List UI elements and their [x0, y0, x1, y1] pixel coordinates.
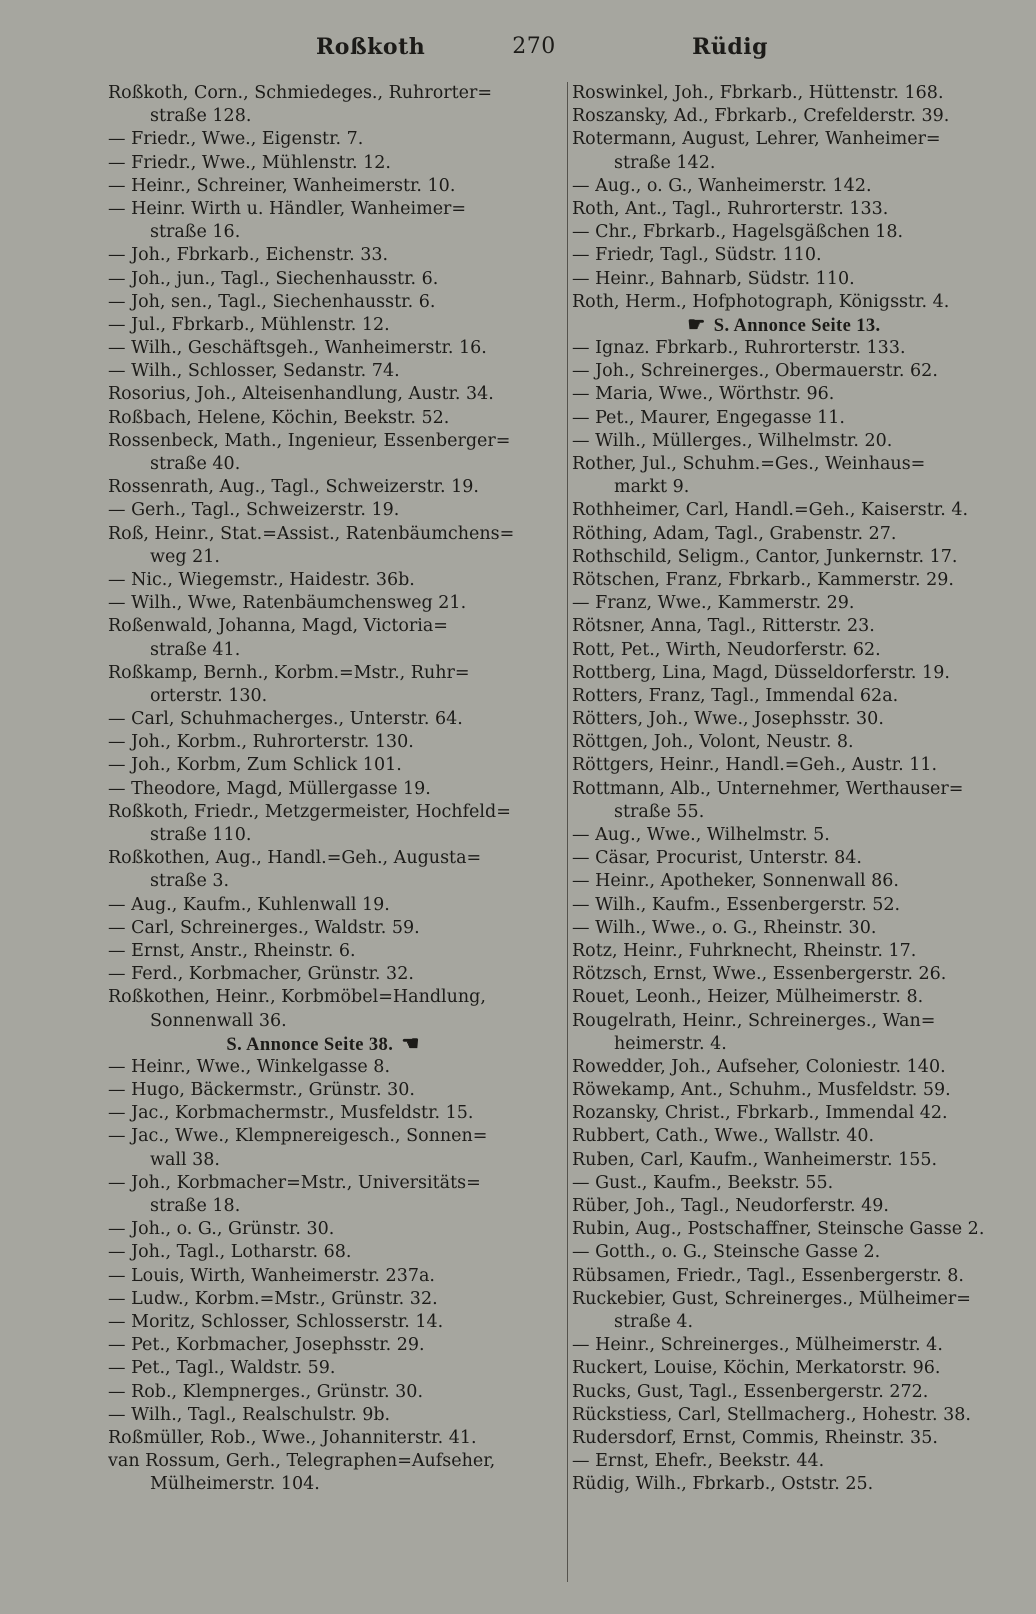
entry-text: Roszansky, Ad., Fbrkarb., Crefelderstr. 39. — [572, 106, 950, 127]
directory-entry — [572, 917, 996, 940]
directory-entry — [108, 1241, 538, 1264]
directory-entry — [108, 754, 538, 777]
entry-text: — Friedr., Wwe., Mühlenstr. 12. — [108, 152, 391, 173]
directory-entry — [108, 1404, 538, 1427]
entry-text: — Heinr., Bahnarb, Südstr. 110. — [572, 268, 855, 289]
directory-entry — [572, 778, 996, 801]
entry-text: Rotz, Heinr., Fuhrknecht, Rheinstr. 17. — [572, 940, 917, 961]
entry-text: Roth, Herm., Hofphotograph, Königsstr. 4. — [572, 291, 950, 312]
directory-entry — [572, 708, 996, 731]
entry-text: — Pet., Korbmacher, Josephsstr. 29. — [108, 1335, 425, 1356]
directory-entry — [108, 1381, 538, 1404]
entry-text: straße 18. — [150, 1196, 241, 1216]
annonce-reference — [108, 1033, 538, 1056]
directory-entry — [108, 708, 538, 731]
directory-entry — [572, 476, 996, 499]
directory-entry — [108, 523, 538, 546]
directory-entry — [572, 337, 996, 360]
directory-entry — [572, 152, 996, 175]
directory-entry — [572, 1450, 996, 1473]
entry-text: Rothschild, Seligm., Cantor, Junkernstr. 17. — [572, 546, 958, 567]
directory-entry — [108, 963, 538, 986]
directory-entry — [572, 1288, 996, 1311]
entry-text: Rozansky, Christ., Fbrkarb., Immendal 42. — [572, 1103, 948, 1124]
entry-text: — Joh., Fbrkarb., Eichenstr. 33. — [108, 245, 389, 266]
directory-entry — [108, 430, 538, 453]
entry-text: — Aug., o. G., Wanheimerstr. 142. — [572, 175, 872, 196]
entry-text: — Aug., Wwe., Wilhelmstr. 5. — [572, 825, 830, 845]
directory-entry — [572, 754, 996, 777]
directory-entry — [108, 1218, 538, 1241]
entry-text: — Chr., Fbrkarb., Hagelsgäßchen 18. — [572, 222, 904, 243]
entry-text: Rowedder, Joh., Aufseher, Coloniestr. 140. — [572, 1056, 946, 1077]
left-column — [108, 82, 538, 1496]
directory-entry — [572, 615, 996, 638]
entry-text: Rossenrath, Aug., Tagl., Schweizerstr. 19. — [108, 477, 479, 498]
entry-text: straße 4. — [614, 1311, 694, 1332]
entry-text: — Ludw., Korbm.=Mstr., Grünstr. 32. — [108, 1288, 438, 1309]
directory-entry — [572, 1404, 996, 1427]
entry-text: wall 38. — [150, 1149, 220, 1170]
directory-entry — [572, 499, 996, 522]
entry-text: Roßkothen, Aug., Handl.=Geh., Augusta= — [108, 848, 482, 869]
directory-entry — [108, 615, 538, 638]
directory-entry — [108, 268, 538, 291]
directory-entry — [572, 592, 996, 615]
directory-entry — [108, 917, 538, 940]
directory-entry — [108, 778, 538, 801]
entry-text: Ruckebier, Gust, Schreinerges., Mülheimer= — [572, 1288, 971, 1309]
directory-entry — [572, 1473, 996, 1496]
header-left-keyword: Roßkoth — [316, 34, 426, 60]
entry-text: — Joh, sen., Tagl., Siechenhausstr. 6. — [108, 291, 436, 312]
entry-text: — Wilh., Tagl., Realschulstr. 9b. — [108, 1404, 391, 1425]
directory-entry — [572, 1241, 996, 1264]
directory-entry — [108, 291, 538, 314]
directory-entry — [108, 407, 538, 430]
directory-entry — [108, 801, 538, 824]
entry-text: Rotters, Franz, Tagl., Immendal 62a. — [572, 685, 899, 706]
directory-entry — [572, 731, 996, 754]
entry-text: Rouet, Leonh., Heizer, Mülheimerstr. 8. — [572, 987, 924, 1008]
entry-text: Rübsamen, Friedr., Tagl., Essenbergerstr. 8. — [572, 1265, 964, 1286]
entry-text: straße 40. — [150, 454, 241, 474]
directory-entry — [108, 1288, 538, 1311]
entry-text: — Joh., Schreinerges., Obermauerstr. 62. — [572, 361, 938, 382]
directory-entry — [108, 1473, 538, 1496]
directory-entry — [572, 105, 996, 128]
directory-entry — [572, 1149, 996, 1172]
entry-text: Rüber, Joh., Tagl., Neudorferstr. 49. — [572, 1196, 889, 1216]
directory-entry — [572, 662, 996, 685]
directory-entry — [108, 244, 538, 267]
directory-entry — [572, 523, 996, 546]
directory-entry — [108, 1195, 538, 1218]
entry-text: — Pet., Tagl., Waldstr. 59. — [108, 1358, 336, 1379]
directory-entry — [572, 1218, 996, 1241]
directory-entry — [108, 175, 538, 198]
entry-text: — Joh., Korbmacher=Mstr., Universitäts= — [108, 1172, 481, 1193]
directory-entry — [572, 801, 996, 824]
entry-text: — Wilh., Wwe, Ratenbäumchensweg 21. — [108, 593, 467, 614]
entry-text: orterstr. 130. — [150, 685, 268, 706]
entry-text: Röttgers, Heinr., Handl.=Geh., Austr. 11. — [572, 755, 938, 776]
entry-text: Röthing, Adam, Tagl., Grabenstr. 27. — [572, 523, 897, 544]
directory-entry — [108, 639, 538, 662]
directory-entry — [108, 360, 538, 383]
directory-entry — [108, 731, 538, 754]
directory-entry — [572, 1311, 996, 1334]
directory-entry — [572, 870, 996, 893]
entry-text: straße 55. — [614, 801, 705, 822]
entry-text: weg 21. — [150, 546, 220, 567]
entry-text: — Heinr., Apotheker, Sonnenwall 86. — [572, 871, 899, 892]
entry-text: Rottmann, Alb., Unternehmer, Werthauser= — [572, 778, 964, 799]
directory-entry — [108, 1311, 538, 1334]
directory-entry — [108, 870, 538, 893]
entry-text: Roßkoth, Corn., Schmiedeges., Ruhrorter= — [108, 83, 493, 103]
entry-text: Roßkamp, Bernh., Korbm.=Mstr., Ruhr= — [108, 662, 470, 683]
entry-text: Rossenbeck, Math., Ingenieur, Essenberger= — [108, 430, 511, 451]
directory-entry — [572, 1381, 996, 1404]
directory-entry — [572, 1102, 996, 1125]
entry-text: Roswinkel, Joh., Fbrkarb., Hüttenstr. 168. — [572, 83, 944, 103]
entry-text: Rosorius, Joh., Alteisenhandlung, Austr. 34. — [108, 384, 494, 405]
directory-entry — [572, 128, 996, 151]
entry-text: — Wilh., Kaufm., Essenbergerstr. 52. — [572, 894, 901, 915]
directory-entry — [572, 175, 996, 198]
entry-text: Roßbach, Helene, Köchin, Beekstr. 52. — [108, 407, 450, 428]
entry-text: — Heinr., Schreinerges., Mülheimerstr. 4. — [572, 1335, 943, 1356]
entry-text: — Cäsar, Procurist, Unterstr. 84. — [572, 848, 862, 869]
directory-entry — [572, 198, 996, 221]
directory-entry — [108, 1357, 538, 1380]
directory-entry — [108, 383, 538, 406]
directory-entry — [108, 894, 538, 917]
directory-entry — [572, 940, 996, 963]
entry-text: — Wilh., Geschäftsgeh., Wanheimerstr. 16. — [108, 338, 487, 359]
entry-text: S. Annonce Seite 13. — [713, 315, 881, 336]
directory-entry — [572, 1056, 996, 1079]
entry-text: — Gotth., o. G., Steinsche Gasse 2. — [572, 1242, 881, 1263]
directory-entry — [108, 1334, 538, 1357]
directory-entry — [108, 1079, 538, 1102]
directory-entry — [108, 152, 538, 175]
entry-text: — Friedr, Tagl., Südstr. 110. — [572, 245, 822, 266]
entry-text: — Jac., Wwe., Klempnereigesch., Sonnen= — [108, 1126, 488, 1147]
directory-entry — [572, 407, 996, 430]
directory-entry — [572, 1265, 996, 1288]
pointing-hand-icon: ☛ — [401, 1032, 420, 1055]
entry-text: Röttgen, Joh., Volont, Neustr. 8. — [572, 732, 854, 753]
entry-text: Rucks, Gust, Tagl., Essenbergerstr. 272. — [572, 1381, 929, 1402]
page-header — [0, 34, 1036, 70]
directory-entry — [108, 499, 538, 522]
directory-entry — [108, 1450, 538, 1473]
directory-entry — [572, 824, 996, 847]
directory-entry — [572, 1334, 996, 1357]
column-divider — [567, 82, 568, 1582]
entry-text: Rougelrath, Heinr., Schreinerges., Wan= — [572, 1010, 936, 1031]
directory-entry — [572, 221, 996, 244]
entry-text: Ruckert, Louise, Köchin, Merkatorstr. 96. — [572, 1358, 941, 1379]
directory-entry — [108, 1172, 538, 1195]
entry-text: Sonnenwall 36. — [150, 1010, 287, 1031]
entry-text: — Heinr., Wwe., Winkelgasse 8. — [108, 1056, 391, 1077]
directory-entry — [572, 360, 996, 383]
entry-text: — Gust., Kaufm., Beekstr. 55. — [572, 1172, 834, 1193]
directory-entry — [108, 592, 538, 615]
directory-entry — [108, 662, 538, 685]
entry-text: Rötschen, Franz, Fbrkarb., Kammerstr. 29. — [572, 569, 954, 590]
entry-text: Rothheimer, Carl, Handl.=Geh., Kaiserstr. 4. — [572, 500, 969, 521]
directory-entry — [108, 824, 538, 847]
entry-text: Röwekamp, Ant., Schuhm., Musfeldstr. 59. — [572, 1080, 951, 1101]
directory-entry — [108, 198, 538, 221]
entry-text: — Franz, Wwe., Kammerstr. 29. — [572, 593, 855, 614]
entry-text: straße 3. — [150, 871, 230, 892]
entry-text: — Ernst, Anstr., Rheinstr. 6. — [108, 940, 356, 961]
entry-text: — Aug., Kaufm., Kuhlenwall 19. — [108, 894, 390, 915]
entry-text: Rother, Jul., Schuhm.=Ges., Weinhaus= — [572, 454, 926, 474]
entry-text: — Rob., Klempnerges., Grünstr. 30. — [108, 1381, 424, 1402]
entry-text: — Joh., jun., Tagl., Siechenhausstr. 6. — [108, 268, 439, 289]
entry-text: Ruben, Carl, Kaufm., Wanheimerstr. 155. — [572, 1149, 938, 1170]
directory-entry — [572, 1195, 996, 1218]
entry-text: — Wilh., Müllerges., Wilhelmstr. 20. — [572, 430, 893, 451]
entry-text: Rudersdorf, Ernst, Commis, Rheinstr. 35. — [572, 1427, 938, 1448]
entry-text: Roßenwald, Johanna, Magd, Victoria= — [108, 616, 448, 637]
entry-text: Rott, Pet., Wirth, Neudorferstr. 62. — [572, 639, 881, 660]
entry-text: Rötsner, Anna, Tagl., Ritterstr. 23. — [572, 616, 875, 637]
directory-entry — [572, 963, 996, 986]
entry-text: Roß, Heinr., Stat.=Assist., Ratenbäumchens= — [108, 523, 515, 544]
directory-entry — [108, 221, 538, 244]
directory-entry — [108, 1056, 538, 1079]
directory-entry — [108, 82, 538, 105]
entry-text: markt 9. — [614, 477, 690, 498]
entry-text: Roßkoth, Friedr., Metzgermeister, Hochfeld= — [108, 801, 511, 822]
right-column — [572, 82, 996, 1496]
entry-text: — Joh., Tagl., Lotharstr. 68. — [108, 1242, 352, 1263]
directory-entry — [108, 1125, 538, 1148]
entry-text: straße 142. — [614, 152, 716, 173]
directory-entry — [572, 1033, 996, 1056]
annonce-reference — [572, 314, 996, 337]
directory-entry — [572, 639, 996, 662]
entry-text: straße 16. — [150, 222, 241, 243]
entry-text: — Hugo, Bäckermstr., Grünstr. 30. — [108, 1080, 415, 1101]
entry-text: Rubbert, Cath., Wwe., Wallstr. 40. — [572, 1126, 875, 1147]
entry-text: straße 128. — [150, 106, 252, 127]
entry-text: — Joh., Korbm., Ruhrorterstr. 130. — [108, 732, 414, 753]
entry-text: — Louis, Wirth, Wanheimerstr. 237a. — [108, 1265, 435, 1286]
entry-text: — Heinr. Wirth u. Händler, Wanheimer= — [108, 198, 467, 219]
entry-text: — Maria, Wwe., Wörthstr. 96. — [572, 384, 835, 405]
entry-text: Rubin, Aug., Postschaffner, Steinsche Gasse 2. — [572, 1219, 985, 1240]
entry-text: — Jac., Korbmachermstr., Musfeldstr. 15. — [108, 1103, 474, 1124]
directory-entry — [108, 1102, 538, 1125]
entry-text: straße 110. — [150, 825, 252, 845]
directory-entry — [108, 569, 538, 592]
entry-text: Rötzsch, Ernst, Wwe., Essenbergerstr. 26. — [572, 964, 947, 985]
directory-entry — [572, 430, 996, 453]
directory-entry — [572, 894, 996, 917]
entry-text: — Jul., Fbrkarb., Mühlenstr. 12. — [108, 314, 390, 335]
directory-entry — [572, 268, 996, 291]
directory-entry — [108, 105, 538, 128]
directory-entry — [108, 986, 538, 1009]
directory-entry — [572, 1010, 996, 1033]
entry-text: Roßmüller, Rob., Wwe., Johanniterstr. 41. — [108, 1427, 477, 1448]
entry-text: — Ernst, Ehefr., Beekstr. 44. — [572, 1451, 825, 1472]
directory-entry — [572, 291, 996, 314]
entry-text: — Moritz, Schlosser, Schlosserstr. 14. — [108, 1311, 444, 1332]
entry-text: — Wilh., Schlosser, Sedanstr. 74. — [108, 361, 400, 382]
entry-text: — Joh., Korbm, Zum Schlick 101. — [108, 755, 402, 776]
directory-entry — [572, 1172, 996, 1195]
entry-text: — Carl, Schreinerges., Waldstr. 59. — [108, 917, 420, 938]
header-right-keyword: Rüdig — [692, 34, 768, 60]
entry-text: — Joh., o. G., Grünstr. 30. — [108, 1219, 335, 1240]
directory-entry — [572, 546, 996, 569]
directory-entry — [108, 476, 538, 499]
directory-entry — [572, 1357, 996, 1380]
directory-entry — [108, 1010, 538, 1033]
directory-entry — [572, 685, 996, 708]
entry-text: straße 41. — [150, 639, 241, 660]
directory-entry — [572, 569, 996, 592]
directory-entry — [108, 1427, 538, 1450]
directory-entry — [572, 1427, 996, 1450]
entry-text: heimerstr. 4. — [614, 1033, 727, 1054]
directory-entry — [572, 1079, 996, 1102]
directory-entry — [572, 1125, 996, 1148]
entry-text: Rottberg, Lina, Magd, Düsseldorferstr. 19. — [572, 662, 950, 683]
entry-text: Rotermann, August, Lehrer, Wanheimer= — [572, 129, 941, 150]
directory-entry — [572, 986, 996, 1009]
entry-text: Roth, Ant., Tagl., Ruhrorterstr. 133. — [572, 198, 889, 219]
entry-text: Rüdig, Wilh., Fbrkarb., Oststr. 25. — [572, 1474, 874, 1495]
directory-entry — [108, 546, 538, 569]
entry-text: — Carl, Schuhmacherges., Unterstr. 64. — [108, 709, 463, 730]
directory-entry — [108, 453, 538, 476]
entry-text: — Gerh., Tagl., Schweizerstr. 19. — [108, 500, 400, 521]
entry-text: — Ignaz. Fbrkarb., Ruhrorterstr. 133. — [572, 338, 906, 359]
directory-entry — [108, 128, 538, 151]
directory-entry — [572, 244, 996, 267]
directory-entry — [572, 453, 996, 476]
directory-entry — [108, 337, 538, 360]
entry-text: Rötters, Joh., Wwe., Josephsstr. 30. — [572, 709, 884, 730]
directory-entry — [108, 847, 538, 870]
entry-text: S. Annonce Seite 38. — [226, 1034, 394, 1055]
entry-text: — Nic., Wiegemstr., Haidestr. 36b. — [108, 569, 415, 590]
directory-entry — [572, 383, 996, 406]
entry-text: van Rossum, Gerh., Telegraphen=Aufseher, — [108, 1451, 496, 1472]
entry-text: — Heinr., Schreiner, Wanheimerstr. 10. — [108, 175, 456, 196]
directory-entry — [572, 847, 996, 870]
entry-text: — Ferd., Korbmacher, Grünstr. 32. — [108, 964, 414, 985]
entry-text: — Friedr., Wwe., Eigenstr. 7. — [108, 129, 364, 150]
pointing-hand-icon: ☛ — [687, 313, 706, 336]
directory-entry — [108, 940, 538, 963]
directory-entry — [108, 685, 538, 708]
entry-text: — Pet., Maurer, Engegasse 11. — [572, 407, 845, 428]
directory-entry — [572, 82, 996, 105]
directory-entry — [108, 314, 538, 337]
entry-text: Roßkothen, Heinr., Korbmöbel=Handlung, — [108, 987, 486, 1008]
directory-entry — [108, 1265, 538, 1288]
entry-text: Mülheimerstr. 104. — [150, 1474, 320, 1495]
entry-text: Rückstiess, Carl, Stellmacherg., Hohestr. 38. — [572, 1404, 971, 1425]
directory-entry — [108, 1149, 538, 1172]
entry-text: — Theodore, Magd, Müllergasse 19. — [108, 778, 431, 799]
entry-text: — Wilh., Wwe., o. G., Rheinstr. 30. — [572, 917, 877, 938]
page-number: 270 — [512, 34, 556, 59]
